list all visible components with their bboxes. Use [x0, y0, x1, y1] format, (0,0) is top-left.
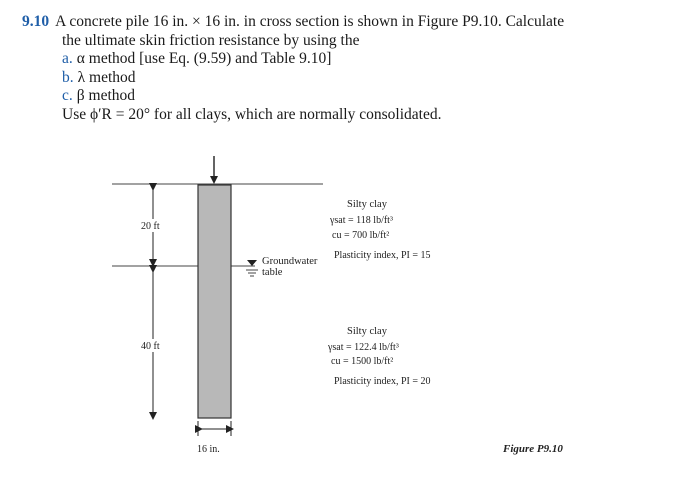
water-table-triangle-icon	[247, 260, 257, 266]
part-a-label: a.	[62, 50, 73, 68]
note: Use ϕ′R = 20° for all clays, which are normally consolidated.	[62, 105, 442, 123]
figure-caption: Figure P9.10	[503, 443, 563, 455]
dim-width-label: 16 in.	[197, 444, 220, 455]
dim-lower-label: 40 ft	[141, 341, 160, 352]
groundwater-label-line-1: Groundwater	[262, 256, 318, 267]
layer1-gamma: γsat = 118 lb/ft³	[330, 215, 393, 226]
layer1-soil: Silty clay	[347, 199, 387, 210]
layer2-cu: cu = 1500 lb/ft²	[331, 356, 394, 367]
statement-line-2: the ultimate skin friction resistance by using the	[62, 31, 360, 49]
problem-number: 9.10	[22, 13, 50, 30]
part-c-text: β method	[76, 87, 136, 105]
part-b-text: λ method	[77, 68, 136, 86]
part-b-label: b.	[62, 68, 74, 86]
layer1-pi: Plasticity index, PI = 15	[334, 250, 431, 261]
groundwater-label-line-2: table	[262, 267, 283, 278]
part-a-text: α method [use Eq. (9.59) and Table 9.10]	[76, 50, 332, 68]
concrete-pile	[198, 185, 231, 418]
part-c-label: c.	[62, 87, 73, 105]
layer2-soil: Silty clay	[347, 326, 387, 337]
layer2-gamma: γsat = 122.4 lb/ft³	[328, 342, 399, 353]
layer2-pi: Plasticity index, PI = 20	[334, 376, 431, 387]
dim-upper-label: 20 ft	[141, 221, 160, 232]
layer1-cu: cu = 700 lb/ft²	[332, 230, 390, 241]
statement-line-1: A concrete pile 16 in. × 16 in. in cross section is shown in Figure P9.10. Calculate	[55, 13, 565, 30]
